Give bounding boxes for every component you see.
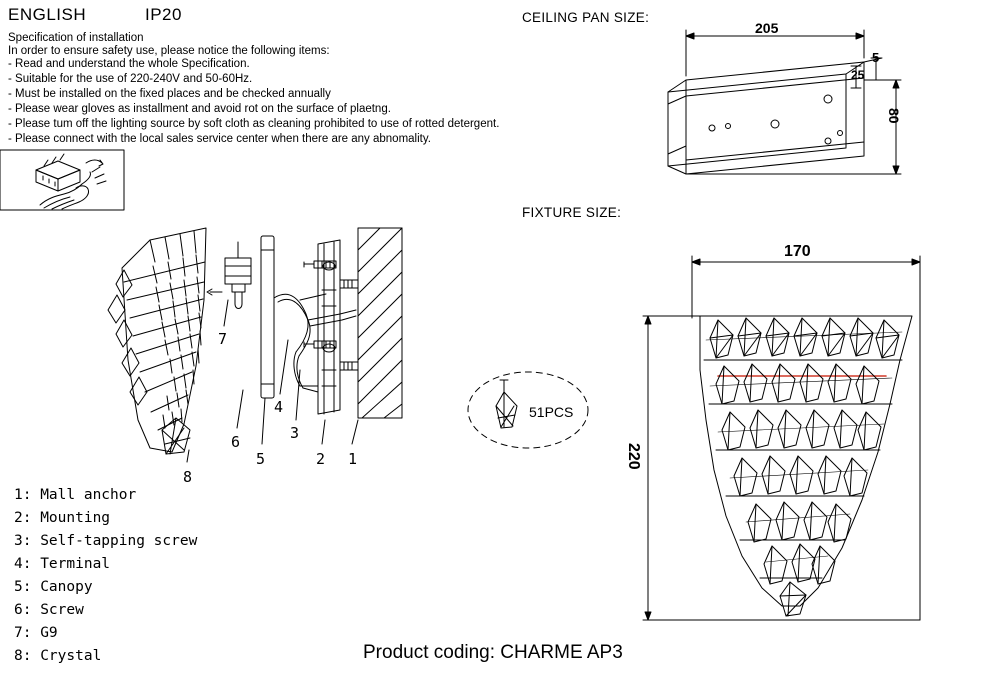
exploded-lamp-body bbox=[108, 228, 206, 462]
legend-item-5: 5: Canopy bbox=[14, 579, 93, 595]
spec-line-4: - Please wear gloves as installment and avoid rot on the surface of plaetng. bbox=[8, 103, 391, 115]
callout-6: 6 bbox=[231, 433, 241, 451]
glove-warning-illustration bbox=[0, 150, 124, 210]
fixture-width-dim: 170 bbox=[784, 243, 811, 260]
fixture-size-title: FIXTURE SIZE: bbox=[522, 205, 622, 220]
spec-line-5: - Please tum off the lighting source by soft cloth as cleaning prohibited to use of rotted detergent. bbox=[8, 118, 500, 130]
wall-section bbox=[340, 228, 402, 444]
legend-item-6: 6: Screw bbox=[14, 602, 84, 618]
ceiling-pan-thickness-dim: 25 bbox=[851, 68, 865, 82]
callout-8: 8 bbox=[183, 468, 193, 486]
spec-line-3: - Must be installed on the fixed places and be checked annually bbox=[8, 88, 331, 100]
canopy-plate bbox=[261, 236, 274, 444]
wiring bbox=[274, 294, 356, 392]
language-label: ENGLISH bbox=[8, 5, 87, 24]
ceiling-pan-height-dim: 80 bbox=[886, 108, 902, 124]
crystal-sample bbox=[496, 380, 517, 428]
self-tapping-screws bbox=[296, 261, 336, 420]
callout-5: 5 bbox=[256, 450, 266, 468]
fixture-height-dim: 220 bbox=[625, 443, 642, 470]
spec-line-1: - Read and understand the whole Specification. bbox=[8, 58, 250, 70]
callout-7: 7 bbox=[218, 330, 228, 348]
screw-leader bbox=[237, 390, 243, 428]
callout-2: 2 bbox=[316, 450, 326, 468]
legend-item-2: 2: Mounting bbox=[14, 510, 111, 526]
product-coding-label: Product coding: CHARME AP3 bbox=[363, 642, 623, 663]
callout-3: 3 bbox=[290, 424, 300, 442]
legend-item-3: 3: Self-tapping screw bbox=[14, 533, 198, 549]
legend-item-1: 1: Mall anchor bbox=[14, 487, 137, 503]
callout-4: 4 bbox=[274, 398, 284, 416]
legend-item-7: 7: G9 bbox=[14, 625, 58, 641]
legend-item-8: 8: Crystal bbox=[14, 648, 102, 664]
spec-title: Specification of installation bbox=[8, 32, 144, 44]
callout-1: 1 bbox=[348, 450, 358, 468]
legend-item-4: 4: Terminal bbox=[14, 556, 111, 572]
ip-rating-label: IP20 bbox=[145, 5, 182, 24]
ceiling-pan-drawing bbox=[668, 30, 901, 174]
crystal-count-bubble bbox=[468, 372, 588, 448]
spec-intro: In order to ensure safety use, please notice the following items: bbox=[8, 45, 330, 57]
spec-line-6: - Please connect with the local sales service center when there are any abnomality. bbox=[8, 133, 431, 145]
crystal-count-label: 51PCS bbox=[529, 404, 574, 420]
ceiling-pan-width-dim: 205 bbox=[755, 20, 779, 36]
terminal-leader bbox=[280, 340, 288, 394]
socket-g9-assembly bbox=[207, 242, 251, 326]
spec-line-2: - Suitable for the use of 220-240V and 50-60Hz. bbox=[8, 73, 253, 85]
fixture-drawing bbox=[643, 256, 920, 620]
ceiling-pan-title: CEILING PAN SIZE: bbox=[522, 10, 650, 25]
ceiling-pan-lip-dim: 5 bbox=[872, 50, 880, 65]
mounting-bracket bbox=[318, 240, 340, 444]
